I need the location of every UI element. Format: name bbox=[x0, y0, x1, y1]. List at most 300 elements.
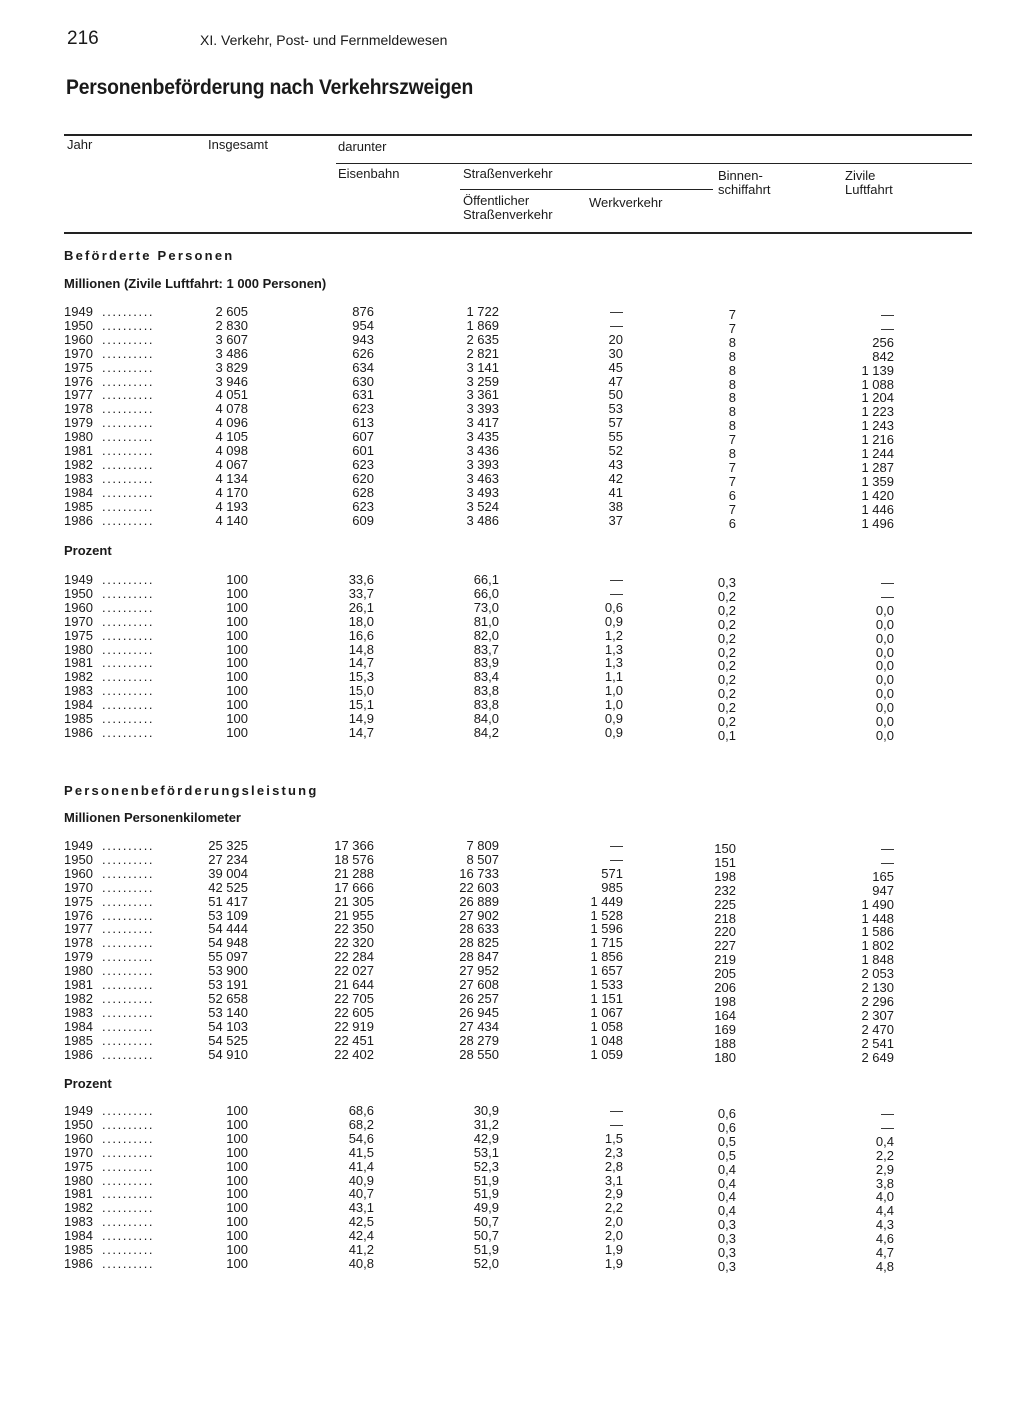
table-title: Personenbeförderung nach Verkehrszweigen bbox=[66, 76, 474, 99]
cell-oeffentlicher-strassenverkehr: 3 524 bbox=[466, 498, 499, 514]
leader-dots: .......... bbox=[102, 724, 155, 740]
cell-oeffentlicher-strassenverkehr: 28 825 bbox=[459, 935, 499, 951]
leader-dots: .......... bbox=[102, 865, 155, 881]
cell-year: 1975 bbox=[64, 893, 93, 909]
cell-year: 1985 bbox=[64, 1032, 93, 1048]
cell-oeffentlicher-strassenverkehr: 83,8 bbox=[473, 697, 499, 713]
cell-zivile-luftfahrt: 0,0 bbox=[875, 602, 894, 618]
leader-dots: .......... bbox=[102, 1004, 155, 1020]
cell-year: 1960 bbox=[64, 599, 93, 615]
cell-binnenschiffahrt: 0,2 bbox=[717, 700, 736, 716]
cell-year: 1950 bbox=[64, 585, 93, 601]
cell-zivile-luftfahrt: 4,8 bbox=[875, 1258, 894, 1274]
cell-binnenschiffahrt: 0,3 bbox=[717, 1245, 736, 1260]
leader-dots: .......... bbox=[102, 1032, 155, 1048]
cell-binnenschiffahrt: 7 bbox=[728, 307, 736, 322]
cell-werkverkehr: 52 bbox=[608, 443, 623, 458]
cell-eisenbahn: 620 bbox=[352, 470, 374, 486]
table-row bbox=[0, 669, 1024, 688]
cell-insgesamt: 4 098 bbox=[215, 443, 248, 458]
leader-dots: .......... bbox=[102, 585, 155, 601]
cell-eisenbahn: 634 bbox=[352, 359, 374, 375]
table-row bbox=[0, 331, 1024, 350]
leader-dots: .......... bbox=[102, 415, 155, 431]
leader-dots: .......... bbox=[102, 1255, 155, 1271]
cell-year: 1960 bbox=[64, 865, 93, 881]
cell-zivile-luftfahrt: 0,0 bbox=[875, 672, 894, 688]
cell-binnenschiffahrt: 0,2 bbox=[717, 672, 736, 688]
table-row bbox=[0, 1214, 1024, 1233]
cell-year: 1950 bbox=[64, 1116, 93, 1132]
cell-werkverkehr: 0,9 bbox=[604, 724, 623, 740]
cell-year: 1975 bbox=[64, 627, 93, 643]
cell-oeffentlicher-strassenverkehr: 53,1 bbox=[473, 1144, 499, 1160]
cell-eisenbahn: 876 bbox=[352, 304, 374, 319]
cell-year: 1984 bbox=[64, 484, 93, 500]
cell-eisenbahn: 41,5 bbox=[348, 1144, 374, 1160]
cell-binnenschiffahrt: 8 bbox=[728, 404, 736, 420]
column-header-zivile-line1: Zivile bbox=[845, 168, 876, 183]
cell-zivile-luftfahrt: 4,6 bbox=[875, 1231, 894, 1247]
cell-eisenbahn: 33,6 bbox=[348, 572, 374, 587]
table-row bbox=[0, 990, 1024, 1009]
cell-eisenbahn: 40,7 bbox=[348, 1186, 374, 1202]
cell-zivile-luftfahrt: 0,0 bbox=[875, 727, 894, 743]
cell-werkverkehr: 1 657 bbox=[590, 963, 623, 979]
cell-insgesamt: 100 bbox=[226, 1172, 248, 1188]
table-row bbox=[0, 304, 1024, 322]
cell-oeffentlicher-strassenverkehr: 66,1 bbox=[473, 572, 499, 587]
cell-insgesamt: 100 bbox=[226, 585, 248, 601]
table-row bbox=[0, 907, 1024, 926]
table-row bbox=[0, 359, 1024, 378]
cell-binnenschiffahrt: 225 bbox=[714, 896, 736, 912]
cell-year: 1980 bbox=[64, 641, 93, 657]
cell-year: 1975 bbox=[64, 1158, 93, 1174]
table-row bbox=[0, 1116, 1024, 1135]
cell-zivile-luftfahrt: 1 287 bbox=[861, 459, 894, 475]
cell-binnenschiffahrt: 205 bbox=[714, 966, 736, 982]
cell-year: 1981 bbox=[64, 977, 93, 992]
table-row bbox=[0, 1255, 1024, 1274]
cell-zivile-luftfahrt: 4,7 bbox=[875, 1245, 894, 1260]
cell-year: 1984 bbox=[64, 1018, 93, 1034]
cell-eisenbahn: 42,4 bbox=[348, 1228, 374, 1244]
cell-oeffentlicher-strassenverkehr: 26 889 bbox=[459, 893, 499, 909]
cell-zivile-luftfahrt: 0,0 bbox=[875, 700, 894, 716]
cell-oeffentlicher-strassenverkehr: 66,0 bbox=[473, 585, 499, 601]
leader-dots: .......... bbox=[102, 387, 155, 403]
leader-dots: .......... bbox=[102, 838, 155, 853]
cell-binnenschiffahrt: 0,5 bbox=[717, 1147, 736, 1163]
column-header-eisenbahn: Eisenbahn bbox=[338, 166, 400, 181]
cell-zivile-luftfahrt: 0,0 bbox=[875, 630, 894, 646]
table-row bbox=[0, 498, 1024, 517]
cell-werkverkehr: 985 bbox=[601, 879, 623, 895]
table-row bbox=[0, 1018, 1024, 1037]
cell-binnenschiffahrt: 0,6 bbox=[717, 1106, 736, 1121]
cell-insgesamt: 52 658 bbox=[208, 990, 248, 1006]
leader-dots: .......... bbox=[102, 1130, 155, 1146]
cell-oeffentlicher-strassenverkehr: 27 434 bbox=[459, 1018, 499, 1034]
cell-werkverkehr: 41 bbox=[608, 484, 623, 500]
cell-insgesamt: 54 103 bbox=[208, 1018, 248, 1034]
cell-year: 1985 bbox=[64, 498, 93, 514]
cell-eisenbahn: 22 451 bbox=[334, 1032, 374, 1048]
cell-zivile-luftfahrt: 1 223 bbox=[861, 404, 894, 420]
table-row bbox=[0, 627, 1024, 646]
cell-binnenschiffahrt: 0,3 bbox=[717, 1258, 736, 1274]
table-row bbox=[0, 1046, 1024, 1065]
cell-year: 1984 bbox=[64, 1228, 93, 1244]
leader-dots: .......... bbox=[102, 1186, 155, 1202]
cell-oeffentlicher-strassenverkehr: 84,2 bbox=[473, 724, 499, 740]
cell-eisenbahn: 42,5 bbox=[348, 1214, 374, 1230]
cell-werkverkehr: 2,3 bbox=[604, 1144, 623, 1160]
cell-binnenschiffahrt: 220 bbox=[714, 924, 736, 940]
cell-binnenschiffahrt: 169 bbox=[714, 1021, 736, 1037]
cell-zivile-luftfahrt: 1 802 bbox=[861, 938, 894, 954]
leader-dots: .......... bbox=[102, 683, 155, 699]
cell-insgesamt: 100 bbox=[226, 683, 248, 699]
cell-oeffentlicher-strassenverkehr: 3 463 bbox=[466, 470, 499, 486]
table-row bbox=[0, 1032, 1024, 1051]
cell-year: 1982 bbox=[64, 990, 93, 1006]
leader-dots: .......... bbox=[102, 851, 155, 867]
leader-dots: .......... bbox=[102, 655, 155, 671]
cell-binnenschiffahrt: 8 bbox=[728, 348, 736, 364]
cell-zivile-luftfahrt: — bbox=[881, 1119, 894, 1135]
cell-oeffentlicher-strassenverkehr: 83,9 bbox=[473, 655, 499, 671]
leader-dots: .......... bbox=[102, 921, 155, 937]
leader-dots: .......... bbox=[102, 613, 155, 629]
table-row bbox=[0, 1103, 1024, 1121]
cell-eisenbahn: 626 bbox=[352, 345, 374, 361]
cell-year: 1970 bbox=[64, 1144, 93, 1160]
cell-insgesamt: 4 134 bbox=[215, 470, 248, 486]
cell-oeffentlicher-strassenverkehr: 3 393 bbox=[466, 401, 499, 417]
leader-dots: .......... bbox=[102, 641, 155, 657]
cell-insgesamt: 100 bbox=[226, 627, 248, 643]
cell-binnenschiffahrt: 218 bbox=[714, 910, 736, 926]
cell-binnenschiffahrt: 164 bbox=[714, 1007, 736, 1023]
leader-dots: .......... bbox=[102, 572, 155, 587]
cell-binnenschiffahrt: 198 bbox=[714, 993, 736, 1009]
cell-binnenschiffahrt: 7 bbox=[728, 501, 736, 517]
cell-zivile-luftfahrt: 0,0 bbox=[875, 616, 894, 632]
leader-dots: .......... bbox=[102, 1242, 155, 1257]
cell-insgesamt: 100 bbox=[226, 641, 248, 657]
cell-insgesamt: 3 946 bbox=[215, 373, 248, 389]
cell-binnenschiffahrt: 8 bbox=[728, 390, 736, 406]
cell-eisenbahn: 21 305 bbox=[334, 893, 374, 909]
cell-insgesamt: 53 191 bbox=[208, 977, 248, 992]
cell-oeffentlicher-strassenverkehr: 83,8 bbox=[473, 683, 499, 699]
cell-insgesamt: 100 bbox=[226, 1214, 248, 1230]
cell-year: 1980 bbox=[64, 429, 93, 445]
cell-werkverkehr: 50 bbox=[608, 387, 623, 403]
cell-oeffentlicher-strassenverkehr: 27 952 bbox=[459, 963, 499, 979]
cell-eisenbahn: 17 366 bbox=[334, 838, 374, 853]
cell-binnenschiffahrt: 0,3 bbox=[717, 1217, 736, 1233]
cell-oeffentlicher-strassenverkehr: 2 635 bbox=[466, 331, 499, 347]
cell-zivile-luftfahrt: 1 420 bbox=[861, 487, 894, 503]
cell-zivile-luftfahrt: 256 bbox=[872, 334, 894, 350]
cell-insgesamt: 100 bbox=[226, 1186, 248, 1202]
table-row bbox=[0, 613, 1024, 632]
cell-werkverkehr: 47 bbox=[608, 373, 623, 389]
cell-oeffentlicher-strassenverkehr: 3 259 bbox=[466, 373, 499, 389]
cell-oeffentlicher-strassenverkehr: 50,7 bbox=[473, 1228, 499, 1244]
cell-binnenschiffahrt: 8 bbox=[728, 362, 736, 378]
cell-year: 1983 bbox=[64, 470, 93, 486]
table-row bbox=[0, 387, 1024, 406]
cell-binnenschiffahrt: 180 bbox=[714, 1049, 736, 1065]
cell-eisenbahn: 607 bbox=[352, 429, 374, 445]
cell-zivile-luftfahrt: 1 244 bbox=[861, 446, 894, 461]
cell-zivile-luftfahrt: 2 470 bbox=[861, 1021, 894, 1037]
cell-eisenbahn: 14,9 bbox=[348, 711, 374, 726]
table-row bbox=[0, 429, 1024, 448]
leader-dots: .......... bbox=[102, 1200, 155, 1216]
cell-binnenschiffahrt: 7 bbox=[728, 459, 736, 475]
cell-insgesamt: 100 bbox=[226, 1116, 248, 1132]
cell-insgesamt: 4 105 bbox=[215, 429, 248, 445]
cell-werkverkehr: 1 533 bbox=[590, 977, 623, 992]
cell-werkverkehr: — bbox=[610, 304, 623, 319]
cell-year: 1950 bbox=[64, 851, 93, 867]
cell-insgesamt: 42 525 bbox=[208, 879, 248, 895]
cell-insgesamt: 100 bbox=[226, 724, 248, 740]
cell-oeffentlicher-strassenverkehr: 1 869 bbox=[466, 317, 499, 333]
cell-year: 1986 bbox=[64, 724, 93, 740]
cell-insgesamt: 3 607 bbox=[215, 331, 248, 347]
cell-year: 1949 bbox=[64, 1103, 93, 1118]
cell-oeffentlicher-strassenverkehr: 81,0 bbox=[473, 613, 499, 629]
cell-eisenbahn: 43,1 bbox=[348, 1200, 374, 1216]
cell-insgesamt: 4 193 bbox=[215, 498, 248, 514]
cell-year: 1975 bbox=[64, 359, 93, 375]
cell-werkverkehr: — bbox=[610, 585, 623, 601]
cell-year: 1984 bbox=[64, 697, 93, 713]
column-header-werkverkehr: Werkverkehr bbox=[589, 195, 663, 210]
column-header-darunter: darunter bbox=[338, 139, 387, 154]
cell-eisenbahn: 623 bbox=[352, 401, 374, 417]
cell-eisenbahn: 623 bbox=[352, 498, 374, 514]
cell-insgesamt: 4 067 bbox=[215, 456, 248, 472]
cell-werkverkehr: 1 058 bbox=[590, 1018, 623, 1034]
table-row bbox=[0, 317, 1024, 336]
table-row bbox=[0, 697, 1024, 716]
cell-oeffentlicher-strassenverkehr: 16 733 bbox=[459, 865, 499, 881]
table-row bbox=[0, 683, 1024, 702]
table-row bbox=[0, 977, 1024, 995]
cell-year: 1976 bbox=[64, 907, 93, 923]
cell-year: 1985 bbox=[64, 711, 93, 726]
cell-binnenschiffahrt: 0,3 bbox=[717, 1231, 736, 1247]
subsection-label-prozent: Prozent bbox=[64, 1076, 112, 1091]
cell-oeffentlicher-strassenverkehr: 28 279 bbox=[459, 1032, 499, 1048]
cell-binnenschiffahrt: 227 bbox=[714, 938, 736, 954]
cell-eisenbahn: 22 402 bbox=[334, 1046, 374, 1062]
cell-werkverkehr: 0,6 bbox=[604, 599, 623, 615]
cell-binnenschiffahrt: 0,2 bbox=[717, 658, 736, 674]
cell-insgesamt: 39 004 bbox=[208, 865, 248, 881]
cell-insgesamt: 100 bbox=[226, 599, 248, 615]
cell-werkverkehr: 1 449 bbox=[590, 893, 623, 909]
cell-oeffentlicher-strassenverkehr: 50,7 bbox=[473, 1214, 499, 1230]
cell-oeffentlicher-strassenverkehr: 82,0 bbox=[473, 627, 499, 643]
cell-zivile-luftfahrt: — bbox=[881, 841, 894, 856]
table-row bbox=[0, 484, 1024, 503]
cell-insgesamt: 2 605 bbox=[215, 304, 248, 319]
cell-zivile-luftfahrt: 1 216 bbox=[861, 432, 894, 448]
leader-dots: .......... bbox=[102, 1046, 155, 1062]
cell-insgesamt: 54 444 bbox=[208, 921, 248, 937]
cell-werkverkehr: 30 bbox=[608, 345, 623, 361]
leader-dots: .......... bbox=[102, 1228, 155, 1244]
cell-year: 1983 bbox=[64, 1214, 93, 1230]
cell-year: 1979 bbox=[64, 415, 93, 431]
cell-werkverkehr: 0,9 bbox=[604, 613, 623, 629]
cell-werkverkehr: 53 bbox=[608, 401, 623, 417]
leader-dots: .......... bbox=[102, 331, 155, 347]
table-row bbox=[0, 963, 1024, 982]
cell-werkverkehr: 1 715 bbox=[590, 935, 623, 951]
cell-year: 1982 bbox=[64, 456, 93, 472]
cell-zivile-luftfahrt: — bbox=[881, 320, 894, 336]
cell-year: 1986 bbox=[64, 1255, 93, 1271]
cell-oeffentlicher-strassenverkehr: 84,0 bbox=[473, 711, 499, 726]
table-row bbox=[0, 1144, 1024, 1163]
leader-dots: .......... bbox=[102, 498, 155, 514]
cell-year: 1960 bbox=[64, 331, 93, 347]
leader-dots: .......... bbox=[102, 345, 155, 361]
cell-eisenbahn: 15,3 bbox=[348, 669, 374, 685]
cell-zivile-luftfahrt: 1 243 bbox=[861, 418, 894, 434]
leader-dots: .......... bbox=[102, 484, 155, 500]
cell-eisenbahn: 22 284 bbox=[334, 949, 374, 965]
cell-zivile-luftfahrt: 0,0 bbox=[875, 644, 894, 660]
cell-year: 1949 bbox=[64, 304, 93, 319]
cell-oeffentlicher-strassenverkehr: 1 722 bbox=[466, 304, 499, 319]
cell-insgesamt: 100 bbox=[226, 572, 248, 587]
cell-insgesamt: 3 486 bbox=[215, 345, 248, 361]
cell-eisenbahn: 22 919 bbox=[334, 1018, 374, 1034]
cell-eisenbahn: 630 bbox=[352, 373, 374, 389]
cell-eisenbahn: 41,4 bbox=[348, 1158, 374, 1174]
leader-dots: .......... bbox=[102, 627, 155, 643]
leader-dots: .......... bbox=[102, 963, 155, 979]
cell-insgesamt: 100 bbox=[226, 1144, 248, 1160]
cell-binnenschiffahrt: 151 bbox=[714, 854, 736, 870]
cell-oeffentlicher-strassenverkehr: 51,9 bbox=[473, 1242, 499, 1257]
cell-zivile-luftfahrt: 1 088 bbox=[861, 376, 894, 392]
leader-dots: .......... bbox=[102, 990, 155, 1006]
column-header-oeffentlich-line2: Straßenverkehr bbox=[463, 207, 553, 222]
leader-dots: .......... bbox=[102, 711, 155, 726]
cell-binnenschiffahrt: 0,1 bbox=[717, 727, 736, 743]
header-top-rule bbox=[64, 134, 972, 136]
cell-oeffentlicher-strassenverkehr: 3 361 bbox=[466, 387, 499, 403]
cell-oeffentlicher-strassenverkehr: 30,9 bbox=[473, 1103, 499, 1118]
cell-binnenschiffahrt: 0,2 bbox=[717, 630, 736, 646]
cell-oeffentlicher-strassenverkehr: 83,4 bbox=[473, 669, 499, 685]
cell-eisenbahn: 40,9 bbox=[348, 1172, 374, 1188]
cell-binnenschiffahrt: 7 bbox=[728, 320, 736, 336]
leader-dots: .......... bbox=[102, 697, 155, 713]
cell-werkverkehr: 1,9 bbox=[604, 1242, 623, 1257]
table-row bbox=[0, 1186, 1024, 1205]
cell-werkverkehr: — bbox=[610, 572, 623, 587]
cell-zivile-luftfahrt: 2 130 bbox=[861, 980, 894, 995]
leader-dots: .......... bbox=[102, 304, 155, 319]
cell-oeffentlicher-strassenverkehr: 26 945 bbox=[459, 1004, 499, 1020]
table-row bbox=[0, 1004, 1024, 1023]
cell-binnenschiffahrt: 7 bbox=[728, 473, 736, 489]
cell-zivile-luftfahrt: 4,0 bbox=[875, 1189, 894, 1205]
page-number: 216 bbox=[67, 28, 99, 49]
cell-oeffentlicher-strassenverkehr: 27 608 bbox=[459, 977, 499, 992]
leader-dots: .......... bbox=[102, 599, 155, 615]
leader-dots: .......... bbox=[102, 669, 155, 685]
table-row bbox=[0, 921, 1024, 940]
cell-eisenbahn: 18,0 bbox=[348, 613, 374, 629]
cell-year: 1949 bbox=[64, 838, 93, 853]
cell-year: 1983 bbox=[64, 683, 93, 699]
cell-eisenbahn: 22 027 bbox=[334, 963, 374, 979]
leader-dots: .......... bbox=[102, 949, 155, 965]
table-row bbox=[0, 851, 1024, 870]
cell-zivile-luftfahrt: 1 139 bbox=[861, 362, 894, 378]
table-row bbox=[0, 935, 1024, 954]
cell-year: 1978 bbox=[64, 935, 93, 951]
cell-year: 1949 bbox=[64, 572, 93, 587]
cell-werkverkehr: 1,9 bbox=[604, 1255, 623, 1271]
cell-zivile-luftfahrt: 2 649 bbox=[861, 1049, 894, 1065]
cell-eisenbahn: 601 bbox=[352, 443, 374, 458]
table-row bbox=[0, 865, 1024, 884]
leader-dots: .......... bbox=[102, 317, 155, 333]
table-row bbox=[0, 1158, 1024, 1177]
table-row bbox=[0, 893, 1024, 912]
cell-insgesamt: 100 bbox=[226, 711, 248, 726]
cell-binnenschiffahrt: 150 bbox=[714, 841, 736, 856]
cell-binnenschiffahrt: 0,4 bbox=[717, 1161, 736, 1177]
strassenverkehr-rule bbox=[460, 189, 713, 190]
cell-insgesamt: 100 bbox=[226, 697, 248, 713]
table-row bbox=[0, 572, 1024, 590]
cell-werkverkehr: 2,8 bbox=[604, 1158, 623, 1174]
cell-eisenbahn: 14,8 bbox=[348, 641, 374, 657]
cell-werkverkehr: — bbox=[610, 838, 623, 853]
cell-eisenbahn: 22 320 bbox=[334, 935, 374, 951]
cell-year: 1976 bbox=[64, 373, 93, 389]
cell-eisenbahn: 15,1 bbox=[348, 697, 374, 713]
cell-werkverkehr: 1,0 bbox=[604, 683, 623, 699]
table-row bbox=[0, 401, 1024, 420]
cell-insgesamt: 3 829 bbox=[215, 359, 248, 375]
cell-binnenschiffahrt: 232 bbox=[714, 882, 736, 898]
cell-werkverkehr: 2,0 bbox=[604, 1214, 623, 1230]
cell-binnenschiffahrt: 0,5 bbox=[717, 1133, 736, 1149]
cell-year: 1970 bbox=[64, 879, 93, 895]
subsection-label-millionen: Millionen (Zivile Luftfahrt: 1 000 Personen) bbox=[64, 276, 327, 291]
leader-dots: .......... bbox=[102, 373, 155, 389]
cell-eisenbahn: 14,7 bbox=[348, 724, 374, 740]
cell-insgesamt: 53 900 bbox=[208, 963, 248, 979]
cell-insgesamt: 4 078 bbox=[215, 401, 248, 417]
